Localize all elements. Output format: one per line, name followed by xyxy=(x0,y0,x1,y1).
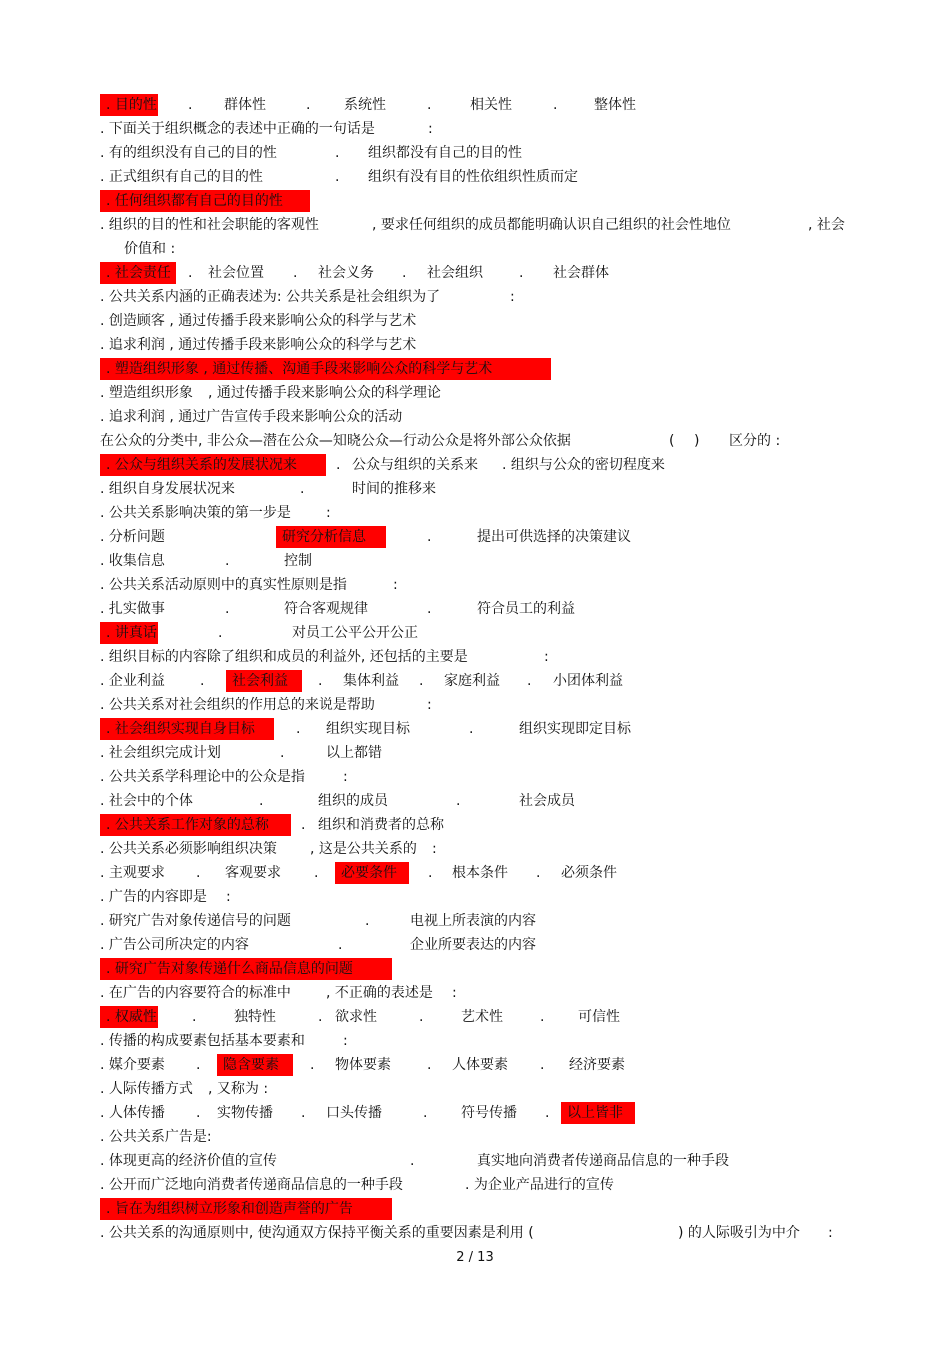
highlighted-answer-text: . 公众与组织关系的发展状况来 xyxy=(106,457,297,473)
line-text: . 公共关系活动原则中的真实性原则是指 xyxy=(100,577,347,593)
line-text: : xyxy=(828,1225,833,1241)
document-line xyxy=(0,358,950,382)
line-text: . 企业利益 xyxy=(100,673,165,689)
line-text: 时间的推移来 xyxy=(352,481,436,497)
line-text: , 社会 xyxy=(808,217,845,233)
line-text: . 正式组织有自己的目的性 xyxy=(100,169,263,185)
line-text: 组织的成员 xyxy=(318,793,388,809)
highlighted-answer-text: . 塑造组织形象 , 通过传播、沟通手段来影响公众的科学与艺术 xyxy=(106,361,493,377)
document-line xyxy=(0,694,950,718)
line-text: , 又称为 : xyxy=(208,1081,269,1097)
document-line xyxy=(0,1102,950,1126)
line-text: . xyxy=(338,937,343,953)
line-text: . 追求利润 , 通过传播手段来影响公众的科学与艺术 xyxy=(100,337,417,353)
line-text: . xyxy=(318,673,323,689)
document-line xyxy=(0,1150,950,1174)
line-text: 整体性 xyxy=(594,97,636,113)
line-text: 社会组织 xyxy=(427,265,483,281)
document-line xyxy=(0,430,950,454)
document-line xyxy=(0,1006,950,1030)
line-text: , 这是公共关系的 xyxy=(310,841,417,857)
line-text: 实物传播 xyxy=(217,1105,273,1121)
line-text: . 为企业产品进行的宣传 xyxy=(465,1177,614,1193)
line-text: . xyxy=(553,97,558,113)
line-text: . xyxy=(410,1153,415,1169)
line-text: . xyxy=(536,865,541,881)
line-text: 组织有没有目的性依组织性质而定 xyxy=(368,169,578,185)
line-text: . 追求利润 , 通过广告宣传手段来影响公众的活动 xyxy=(100,409,403,425)
line-text: , 要求任何组织的成员都能明确认识自己组织的社会性地位 xyxy=(372,217,731,233)
line-text: . xyxy=(469,721,474,737)
document-line xyxy=(0,958,950,982)
line-text: . 公开而广泛地向消费者传递商品信息的一种手段 xyxy=(100,1177,403,1193)
line-text: . xyxy=(200,673,205,689)
document-line xyxy=(0,814,950,838)
line-text: . 塑造组织形象 xyxy=(100,385,193,401)
document-line xyxy=(0,1054,950,1078)
line-text: . xyxy=(188,265,193,281)
line-text: 根本条件 xyxy=(452,865,508,881)
line-text: . xyxy=(259,793,264,809)
document-line xyxy=(0,262,950,286)
highlighted-answer-text: . 社会责任 xyxy=(106,265,171,281)
line-text: . xyxy=(318,1009,323,1025)
line-text: . xyxy=(296,721,301,737)
line-text: : xyxy=(432,841,437,857)
line-text: ) xyxy=(694,433,700,449)
line-text: . xyxy=(419,1009,424,1025)
line-text: 社会义务 xyxy=(318,265,374,281)
document-line xyxy=(0,838,950,862)
line-text: . 体现更高的经济价值的宣传 xyxy=(100,1153,277,1169)
line-text: , 不正确的表述是 xyxy=(326,985,433,1001)
line-text: 真实地向消费者传递商品信息的一种手段 xyxy=(477,1153,729,1169)
line-text: 企业所要表达的内容 xyxy=(410,937,536,953)
document-line xyxy=(0,1078,950,1102)
line-text: 口头传播 xyxy=(326,1105,382,1121)
line-text: . 扎实做事 xyxy=(100,601,165,617)
line-text: ) 的人际吸引为中介 xyxy=(678,1225,800,1241)
document-line xyxy=(0,94,950,118)
highlighted-answer-text: . 社会组织实现自身目标 xyxy=(106,721,255,737)
line-text: . 公共关系影响决策的第一步是 xyxy=(100,505,291,521)
document-line xyxy=(0,334,950,358)
document-line xyxy=(0,214,950,238)
line-text: . xyxy=(427,601,432,617)
line-text: : xyxy=(544,649,549,665)
document-line xyxy=(0,454,950,478)
line-text: 相关性 xyxy=(470,97,512,113)
highlighted-answer-text: 隐含要素 xyxy=(223,1057,279,1073)
line-text: . xyxy=(225,553,230,569)
line-text: 艺术性 xyxy=(461,1009,503,1025)
line-text: : xyxy=(510,289,515,305)
line-text: 控制 xyxy=(284,553,312,569)
document-line xyxy=(0,502,950,526)
line-text: . xyxy=(196,1105,201,1121)
document-line xyxy=(0,1126,950,1150)
line-text: 符号传播 xyxy=(461,1105,517,1121)
line-text: 符合员工的利益 xyxy=(477,601,575,617)
line-text: . xyxy=(225,601,230,617)
line-text: . 社会组织完成计划 xyxy=(100,745,221,761)
document-line xyxy=(0,310,950,334)
line-text: : xyxy=(343,1033,348,1049)
line-text: 系统性 xyxy=(344,97,386,113)
line-text: . 广告公司所决定的内容 xyxy=(100,937,249,953)
line-text: . xyxy=(280,745,285,761)
line-text: 人体要素 xyxy=(452,1057,508,1073)
line-text: . xyxy=(456,793,461,809)
line-text: : xyxy=(326,505,331,521)
line-text: 价值和 : xyxy=(124,241,176,257)
line-text: . xyxy=(336,457,341,473)
line-text: 可信性 xyxy=(578,1009,620,1025)
line-text: , 通过传播手段来影响公众的科学理论 xyxy=(208,385,441,401)
line-text: . 组织目标的内容除了组织和成员的利益外, 还包括的主要是 xyxy=(100,649,468,665)
highlighted-answer-text: . 讲真话 xyxy=(106,625,157,641)
line-text: . xyxy=(540,1009,545,1025)
line-text: . 分析问题 xyxy=(100,529,165,545)
line-text: . xyxy=(306,97,311,113)
line-text: : xyxy=(427,697,432,713)
document-line xyxy=(0,766,950,790)
highlighted-answer-text: 必要条件 xyxy=(341,865,397,881)
line-text: . 公共关系的沟通原则中, 使沟通双方保持平衡关系的重要因素是利用 ( xyxy=(100,1225,534,1241)
line-text: : xyxy=(428,121,433,137)
line-text: : xyxy=(393,577,398,593)
line-text: . 广告的内容即是 xyxy=(100,889,207,905)
document-line xyxy=(0,166,950,190)
document-line xyxy=(0,670,950,694)
document-line xyxy=(0,622,950,646)
line-text: . xyxy=(196,1057,201,1073)
document-line xyxy=(0,886,950,910)
line-text: 区分的 : xyxy=(729,433,781,449)
line-text: . 组织的目的性和社会职能的客观性 xyxy=(100,217,319,233)
line-text: . 组织自身发展状况来 xyxy=(100,481,235,497)
line-text: . xyxy=(335,169,340,185)
line-text: 客观要求 xyxy=(225,865,281,881)
highlighted-answer-text: . 旨在为组织树立形象和创造声誉的广告 xyxy=(106,1201,353,1217)
document-line xyxy=(0,790,950,814)
line-text: . 公共关系学科理论中的公众是指 xyxy=(100,769,305,785)
line-text: . xyxy=(310,1057,315,1073)
line-text: ( xyxy=(669,433,675,449)
document-line xyxy=(0,718,950,742)
highlighted-answer-text: 社会利益 xyxy=(232,673,288,689)
line-text: . xyxy=(335,145,340,161)
line-text: . xyxy=(428,865,433,881)
line-text: . 媒介要素 xyxy=(100,1057,165,1073)
document-line xyxy=(0,1030,950,1054)
document-line xyxy=(0,118,950,142)
line-text: : xyxy=(452,985,457,1001)
line-text: 独特性 xyxy=(234,1009,276,1025)
document-line xyxy=(0,646,950,670)
line-text: . xyxy=(519,265,524,281)
document-line xyxy=(0,1174,950,1198)
line-text: . 公共关系必须影响组织决策 xyxy=(100,841,277,857)
line-text: . xyxy=(314,865,319,881)
document-line xyxy=(0,982,950,1006)
document-line xyxy=(0,574,950,598)
line-text: . xyxy=(540,1057,545,1073)
highlighted-answer-text: . 研究广告对象传递什么商品信息的问题 xyxy=(106,961,353,977)
line-text: 在公众的分类中, 非公众—潜在公众—知晓公众—行动公众是将外部公众依据 xyxy=(100,433,571,449)
line-text: 经济要素 xyxy=(569,1057,625,1073)
document-line xyxy=(0,1222,950,1246)
line-text: . xyxy=(301,817,306,833)
document-line xyxy=(0,1198,950,1222)
line-text: . 在广告的内容要符合的标准中 xyxy=(100,985,291,1001)
line-text: . 有的组织没有自己的目的性 xyxy=(100,145,277,161)
line-text: 以上都错 xyxy=(326,745,382,761)
line-text: . 人体传播 xyxy=(100,1105,165,1121)
line-text: 集体利益 xyxy=(343,673,399,689)
line-text: . xyxy=(301,1105,306,1121)
line-text: 群体性 xyxy=(224,97,266,113)
line-text: . xyxy=(300,481,305,497)
highlighted-answer-text: 研究分析信息 xyxy=(282,529,366,545)
line-text: : xyxy=(343,769,348,785)
line-text: . xyxy=(188,97,193,113)
line-text: 社会成员 xyxy=(519,793,575,809)
document-line xyxy=(0,190,950,214)
line-text: . xyxy=(427,1057,432,1073)
line-text: 组织和消费者的总称 xyxy=(318,817,444,833)
line-text: 对员工公平公开公正 xyxy=(292,625,418,641)
line-text: 家庭利益 xyxy=(444,673,500,689)
line-text: 组织都没有自己的目的性 xyxy=(368,145,522,161)
line-text: 公众与组织的关系来 xyxy=(352,457,478,473)
line-text: . xyxy=(402,265,407,281)
line-text: . xyxy=(192,1009,197,1025)
line-text: 必须条件 xyxy=(561,865,617,881)
document-line xyxy=(0,238,950,262)
line-text: 欲求性 xyxy=(335,1009,377,1025)
line-text: . xyxy=(423,1105,428,1121)
line-text: 社会位置 xyxy=(208,265,264,281)
line-text: . xyxy=(293,265,298,281)
document-line xyxy=(0,550,950,574)
highlighted-answer-text: . 权威性 xyxy=(106,1009,157,1025)
document-line xyxy=(0,934,950,958)
document-line xyxy=(0,478,950,502)
line-text: . 人际传播方式 xyxy=(100,1081,193,1097)
line-text: . xyxy=(365,913,370,929)
line-text: . 公共关系对社会组织的作用总的来说是帮助 xyxy=(100,697,375,713)
line-text: . xyxy=(419,673,424,689)
document-line xyxy=(0,862,950,886)
line-text: 组织实现目标 xyxy=(326,721,410,737)
line-text: 物体要素 xyxy=(335,1057,391,1073)
line-text: . 公共关系广告是: xyxy=(100,1129,212,1145)
document-line xyxy=(0,286,950,310)
page-indicator: 2 / 13 xyxy=(456,1250,494,1265)
line-text: . xyxy=(545,1105,550,1121)
document-line xyxy=(0,742,950,766)
line-text: 提出可供选择的决策建议 xyxy=(477,529,631,545)
line-text: . 创造顾客 , 通过传播手段来影响公众的科学与艺术 xyxy=(100,313,417,329)
line-text: . 研究广告对象传递信号的问题 xyxy=(100,913,291,929)
document-line xyxy=(0,910,950,934)
highlighted-answer-text: 以上皆非 xyxy=(567,1105,623,1121)
document-line xyxy=(0,406,950,430)
line-text: . 下面关于组织概念的表述中正确的一句话是 xyxy=(100,121,375,137)
line-text: . xyxy=(196,865,201,881)
document-line xyxy=(0,382,950,406)
line-text: 社会群体 xyxy=(553,265,609,281)
line-text: : xyxy=(226,889,231,905)
highlighted-answer-text: . 公共关系工作对象的总称 xyxy=(106,817,269,833)
line-text: 组织实现即定目标 xyxy=(519,721,631,737)
line-text: . xyxy=(427,529,432,545)
highlighted-answer-text: . 任何组织都有自己的目的性 xyxy=(106,193,283,209)
line-text: . 社会中的个体 xyxy=(100,793,193,809)
line-text: . 公共关系内涵的正确表述为: 公共关系是社会组织为了 xyxy=(100,289,441,305)
line-text: . xyxy=(427,97,432,113)
document-line xyxy=(0,526,950,550)
line-text: . xyxy=(527,673,532,689)
line-text: . 主观要求 xyxy=(100,865,165,881)
line-text: 小团体利益 xyxy=(553,673,623,689)
line-text: . 组织与公众的密切程度来 xyxy=(502,457,665,473)
line-text: 符合客观规律 xyxy=(284,601,368,617)
document-line xyxy=(0,598,950,622)
document-line xyxy=(0,142,950,166)
line-text: . 收集信息 xyxy=(100,553,165,569)
line-text: . 传播的构成要素包括基本要素和 xyxy=(100,1033,305,1049)
line-text: 电视上所表演的内容 xyxy=(410,913,536,929)
line-text: . xyxy=(218,625,223,641)
highlighted-answer-text: . 目的性 xyxy=(106,97,157,113)
